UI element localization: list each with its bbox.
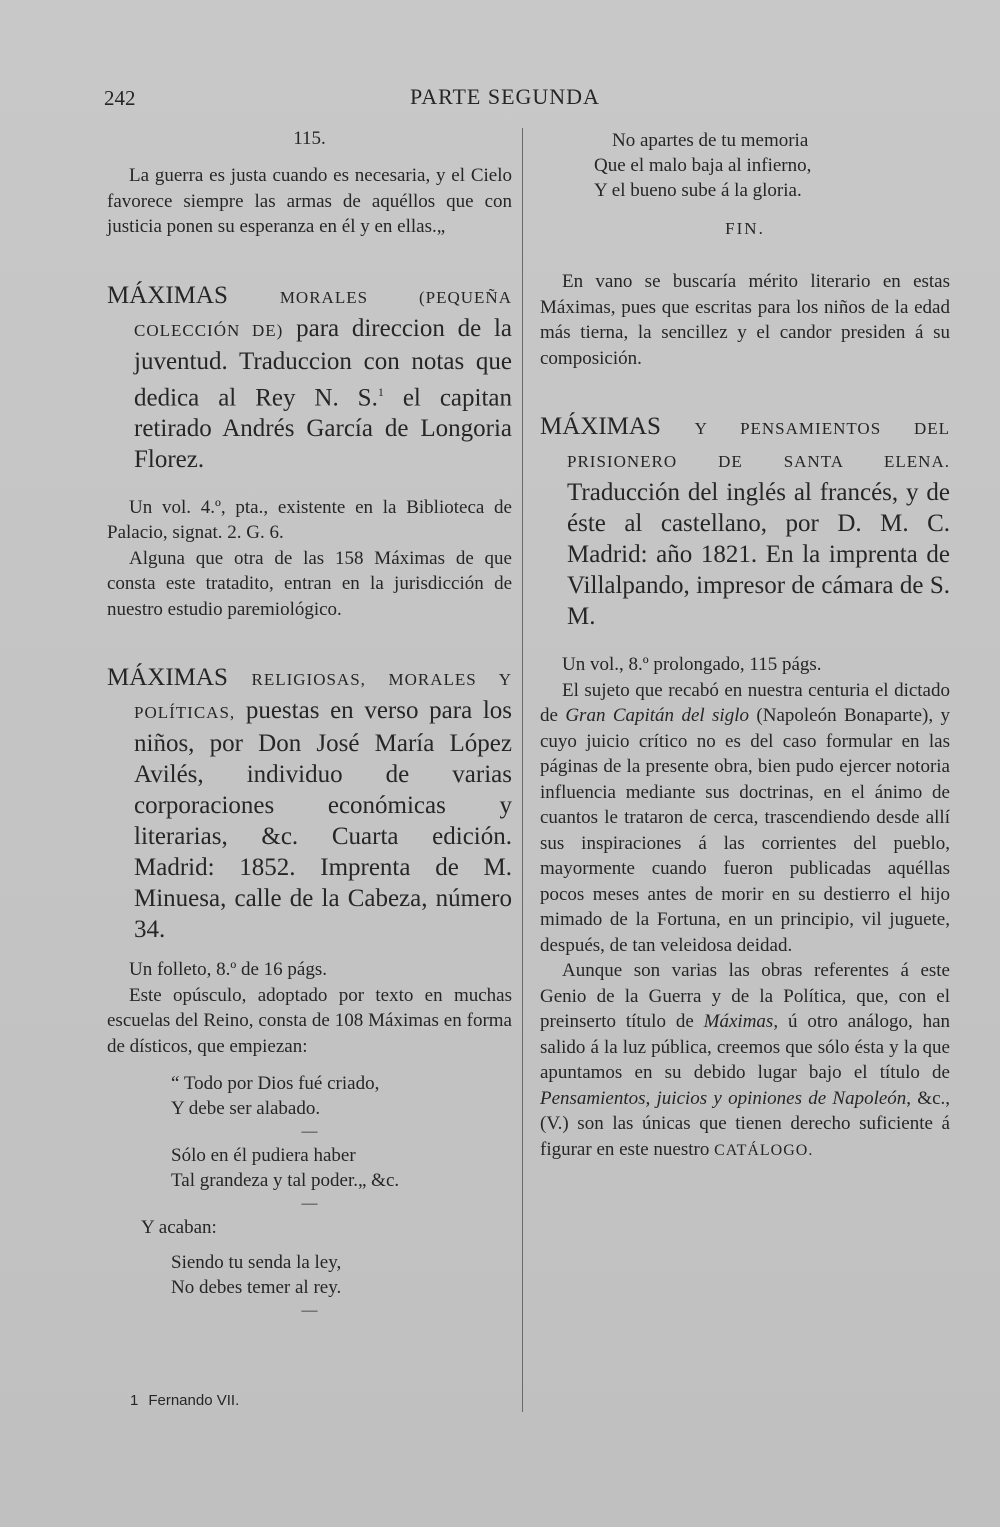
- fin-mark: FIN.: [725, 219, 765, 238]
- footnote-symbol: 1: [130, 1392, 139, 1409]
- footnote: [130, 1392, 239, 1409]
- right-column: [540, 128, 950, 1163]
- entry-heading-smallcaps: RELIGIOSAS, MORALES Y POLÍTICAS,: [134, 670, 513, 723]
- entry-physical-desc: Un vol. 4.º, pta., existente en la Biblioteca de Palacio, signat. 2. G. 6.: [107, 496, 512, 544]
- italic-title: Gran Capitán del siglo: [565, 705, 749, 726]
- entry-commentary: Alguna que otra de las 158 Máximas de que consta este tratadito, entran en la jurisdicción de nuestro estudio paremiológico.: [107, 547, 512, 620]
- commentary-text: El sujeto que recabó en nuestra centuria el dictado de: [540, 679, 950, 726]
- entry-maximas-religiosas: [107, 662, 512, 945]
- entry-title: para direccion de la juventud. Traduccion con notas que dedica al Rey N. S.: [134, 314, 512, 411]
- entry-heading-smallcaps: MORALES (PEQUEÑA COLECCIÓN DE): [134, 287, 512, 340]
- verse-block: [540, 128, 950, 203]
- entry-maximas-morales: [107, 280, 512, 475]
- entry-heading: MÁXIMAS: [540, 413, 661, 440]
- entry-title-cont: el capitan retirado Andrés García de Longoria Florez.: [134, 383, 512, 473]
- commentary-text: , &c., (V.) son las únicas que tienen derecho suficiente á figurar en este nuestro: [540, 1087, 950, 1160]
- footnote-ref: 1: [377, 384, 384, 399]
- maxim-115-text: La guerra es justa cuando es necesaria, y el Cielo favorece siempre las armas de aquéllos que con justicia ponen su esperanza en él y en ellas.„: [107, 165, 512, 237]
- left-column: [107, 128, 512, 1322]
- commentary-text: (Napoleón Bonaparte), y cuyo juicio crítico no es del caso formular en las páginas de la presente obra, bien pudo ejercer notoria influencia mediante sus doctrinas, en el ánimo de cuantos le trataron de cerca, trascendiendo desde allí sus inspiraciones á las corrientes del pueblo, mayormente cuando fueron publicadas aquéllas pocos meses antes de morir en su destierro el hijo mimado de la Fortuna, en un principio, vil juguete, después, de tan veleidosa deidad.: [540, 705, 951, 956]
- italic-title: Máximas: [703, 1011, 774, 1032]
- verse-separator: —: [301, 1123, 318, 1141]
- commentary-text: Aunque son varias las obras referentes á este Genio de la Guerra y de la Política, que, con el preinserto título de: [540, 960, 950, 1032]
- italic-title: Pensamientos, juicios y opiniones de Napoleón: [540, 1087, 907, 1109]
- catalog-smallcaps: CATÁLOGO.: [714, 1141, 814, 1159]
- entry-heading: MÁXIMAS: [107, 281, 228, 309]
- verse-line: Siendo tu senda la ley,: [171, 1252, 342, 1274]
- entry-commentary: En vano se buscaría mérito literario en estas Máximas, pues que escritas para los niños de la edad más tierna, la sencillez y el candor presiden á su composición.: [540, 271, 950, 369]
- verse-intro: Y acaban:: [141, 1217, 217, 1239]
- verse-line: No debes temer al rey.: [171, 1277, 342, 1299]
- entry-commentary: [540, 678, 950, 959]
- entry-physical-desc: Un folleto, 8.º de 16 págs.: [129, 959, 327, 981]
- page-header: [0, 84, 1000, 120]
- verse-line: Que el malo baja al infierno,: [594, 155, 812, 176]
- verse-line: “ Todo por Dios fué criado,: [171, 1073, 380, 1095]
- maxim-number: 115.: [293, 128, 326, 149]
- entry-physical-desc: Un vol., 8.º prolongado, 115 págs.: [562, 654, 822, 675]
- page-number: 242: [104, 86, 136, 110]
- entry-commentary: [540, 958, 950, 1163]
- entry-maximas-pensamientos: [540, 411, 950, 632]
- column-divider: [522, 128, 523, 1412]
- entry-heading-smallcaps: Y PENSAMIENTOS DEL PRISIONERO DE SANTA ELENA.: [567, 419, 950, 471]
- entry-title: puestas en verso para los niños, por Don José María López Avilés, individuo de varias corporaciones económicas y literarias, &c. Cuarta edición. Madrid: 1852. Imprenta de M. Minuesa, calle de la Cabeza, número 34.: [134, 697, 513, 944]
- verse-line: No apartes de tu memoria: [612, 130, 809, 151]
- footnote-text: Fernando VII.: [148, 1392, 240, 1409]
- verse-separator: —: [301, 1302, 318, 1320]
- entry-heading: MÁXIMAS: [107, 664, 228, 692]
- entry-commentary: Este opúsculo, adoptado por texto en muchas escuelas del Reino, consta de 108 Máximas en forma de dísticos, que empiezan:: [107, 984, 512, 1057]
- verse-line: Y el bueno sube á la gloria.: [594, 180, 802, 201]
- commentary-text: , ú otro análogo, han salido á la luz pública, creemos que sólo ésta y la que apuntamos en su debido lugar bajo el título de: [540, 1011, 950, 1083]
- verse-line: Y debe ser alabado.: [171, 1098, 321, 1120]
- entry-title: Traducción del inglés al francés, y de éste al castellano, por D. M. C. Madrid: año 1821. En la imprenta de Villalpando, impresor de cámara de S. M.: [567, 479, 950, 630]
- verse-block: [107, 1071, 512, 1322]
- verse-line: Tal grandeza y tal poder.„ &c.: [171, 1170, 400, 1192]
- running-head: PARTE SEGUNDA: [410, 84, 600, 109]
- verse-line: Sólo en él pudiera haber: [171, 1145, 356, 1167]
- verse-separator: —: [301, 1195, 318, 1213]
